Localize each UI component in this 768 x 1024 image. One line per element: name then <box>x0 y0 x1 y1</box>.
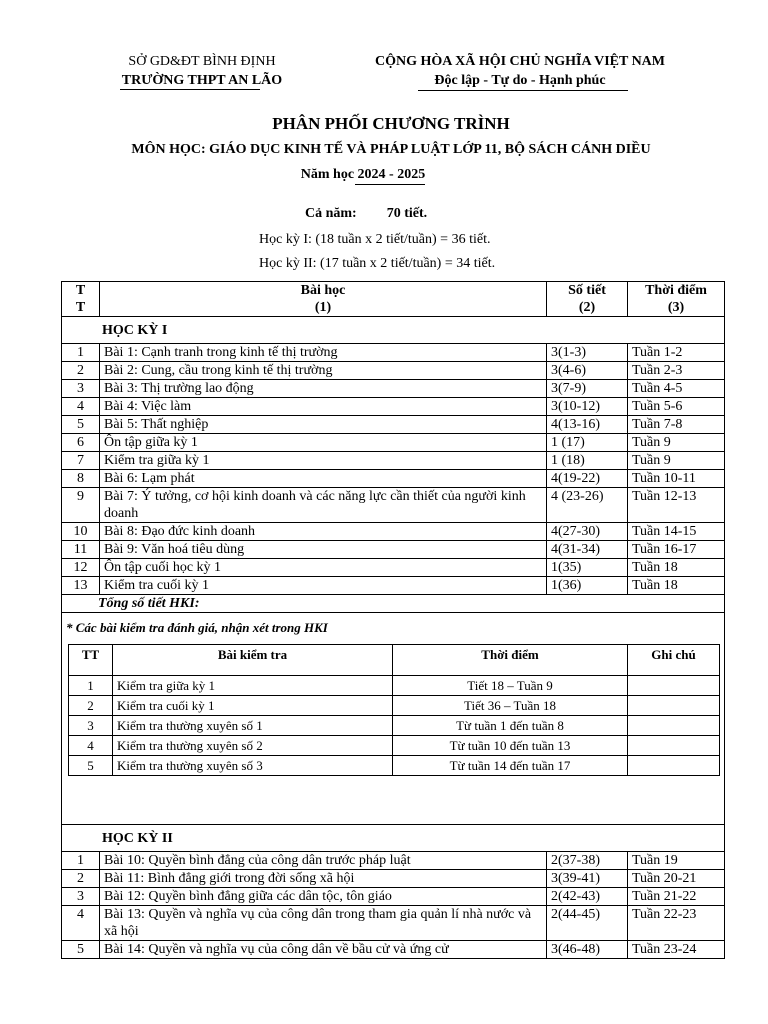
lesson-periods: 4(19-22) <box>547 470 628 488</box>
table-row <box>62 541 725 559</box>
lesson-periods: 3(7-9) <box>547 380 628 398</box>
assessment-row-item <box>69 696 720 716</box>
table-row <box>62 416 725 434</box>
motto-underline <box>418 90 628 91</box>
lesson-periods: 3(39-41) <box>547 870 628 888</box>
lesson-periods: 2(42-43) <box>547 888 628 906</box>
semester-1-total-row <box>62 595 725 613</box>
assessment-note-cell <box>628 676 720 696</box>
lesson-week: Tuần 23-24 <box>628 941 725 959</box>
assessment-table <box>68 644 720 776</box>
assessment-row <box>62 613 725 825</box>
lesson-week: Tuần 1-2 <box>628 344 725 362</box>
lesson-periods: 1(35) <box>547 559 628 577</box>
assessment-note-cell <box>628 736 720 756</box>
lesson-periods: 1 (18) <box>547 452 628 470</box>
document-title: PHÂN PHỐI CHƯƠNG TRÌNH <box>272 114 510 133</box>
assessment-name: Kiểm tra giữa kỳ 1 <box>113 676 393 696</box>
row-number: 11 <box>62 541 100 559</box>
table-row <box>62 870 725 888</box>
assessment-row-item <box>69 716 720 736</box>
lesson-week: Tuần 2-3 <box>628 362 725 380</box>
lesson-week: Tuần 14-15 <box>628 523 725 541</box>
year-summary <box>305 206 427 222</box>
assessment-header-name: Bài kiểm tra <box>113 645 393 676</box>
assessment-header-note: Ghi chú <box>628 645 720 676</box>
assessment-note-cell <box>628 716 720 736</box>
header-lesson: Bài học (1) <box>100 282 547 317</box>
year-summary-label: Cả năm: <box>305 206 357 221</box>
lesson-name: Bài 1: Cạnh tranh trong kinh tế thị trường <box>100 344 547 362</box>
row-number: 2 <box>62 362 100 380</box>
assessment-section <box>62 613 725 825</box>
assessment-time: Từ tuần 10 đến tuần 13 <box>393 736 628 756</box>
lesson-week: Tuần 9 <box>628 434 725 452</box>
curriculum-table <box>61 281 725 959</box>
lesson-week: Tuần 5-6 <box>628 398 725 416</box>
assessment-name: Kiểm tra thường xuyên số 3 <box>113 756 393 776</box>
assessment-number: 1 <box>69 676 113 696</box>
row-number: 4 <box>62 398 100 416</box>
row-number: 5 <box>62 941 100 959</box>
row-number: 5 <box>62 416 100 434</box>
lesson-periods: 3(10-12) <box>547 398 628 416</box>
school-header <box>92 52 312 90</box>
lesson-name: Bài 5: Thất nghiệp <box>100 416 547 434</box>
lesson-name: Bài 10: Quyền bình đẳng của công dân trước pháp luật <box>100 852 547 870</box>
table-header-row <box>62 282 725 317</box>
table-row <box>62 852 725 870</box>
table-row <box>62 362 725 380</box>
assessment-row-item <box>69 676 720 696</box>
assessment-name: Kiểm tra thường xuyên số 1 <box>113 716 393 736</box>
lesson-week: Tuần 9 <box>628 452 725 470</box>
assessment-number: 2 <box>69 696 113 716</box>
assessment-time: Từ tuần 14 đến tuần 17 <box>393 756 628 776</box>
department-name: SỞ GD&ĐT BÌNH ĐỊNH <box>128 54 276 69</box>
table-row <box>62 906 725 941</box>
row-number: 1 <box>62 852 100 870</box>
national-title: CỘNG HÒA XÃ HỘI CHỦ NGHĨA VIỆT NAM <box>374 54 665 69</box>
row-number: 13 <box>62 577 100 595</box>
lesson-periods: 2(44-45) <box>547 906 628 941</box>
lesson-week: Tuần 4-5 <box>628 380 725 398</box>
lesson-week: Tuần 20-21 <box>628 870 725 888</box>
lesson-name: Bài 14: Quyền và nghĩa vụ của công dân về bầu cử và ứng cử <box>100 941 547 959</box>
table-row <box>62 470 725 488</box>
table-row <box>62 344 725 362</box>
header-time: Thời điểm (3) <box>628 282 725 317</box>
row-number: 7 <box>62 452 100 470</box>
row-number: 9 <box>62 488 100 523</box>
table-row <box>62 452 725 470</box>
table-row <box>62 941 725 959</box>
assessment-number: 3 <box>69 716 113 736</box>
assessment-header-time: Thời điểm <box>393 645 628 676</box>
row-number: 4 <box>62 906 100 941</box>
lesson-periods: 3(1-3) <box>547 344 628 362</box>
lesson-periods: 4(31-34) <box>547 541 628 559</box>
lesson-name: Bài 13: Quyền và nghĩa vụ của công dân trong tham gia quản lí nhà nước và xã hội <box>100 906 547 941</box>
assessment-row-item <box>69 756 720 776</box>
lesson-name: Bài 12: Quyền bình đẳng giữa các dân tộc, tôn giáo <box>100 888 547 906</box>
assessment-time: Từ tuần 1 đến tuần 8 <box>393 716 628 736</box>
table-row <box>62 488 725 523</box>
table-row <box>62 434 725 452</box>
assessment-time: Tiết 36 – Tuần 18 <box>393 696 628 716</box>
table-row <box>62 577 725 595</box>
lesson-week: Tuần 19 <box>628 852 725 870</box>
national-header <box>330 52 710 90</box>
lesson-week: Tuần 22-23 <box>628 906 725 941</box>
lesson-periods: 3(4-6) <box>547 362 628 380</box>
row-number: 6 <box>62 434 100 452</box>
lesson-periods: 1 (17) <box>547 434 628 452</box>
lesson-name: Bài 2: Cung, cầu trong kinh tế thị trường <box>100 362 547 380</box>
header-tt: T T <box>62 282 100 317</box>
row-number: 3 <box>62 380 100 398</box>
row-number: 1 <box>62 344 100 362</box>
header-periods: Số tiết (2) <box>547 282 628 317</box>
lesson-periods: 2(37-38) <box>547 852 628 870</box>
lesson-week: Tuần 10-11 <box>628 470 725 488</box>
lesson-week: Tuần 18 <box>628 559 725 577</box>
row-number: 8 <box>62 470 100 488</box>
year-summary-value: 70 tiết. <box>386 206 428 221</box>
school-name: TRƯỜNG THPT AN LÃO <box>121 73 283 88</box>
table-row <box>62 888 725 906</box>
row-number: 3 <box>62 888 100 906</box>
semester-2-summary: Học kỳ II: (17 tuần x 2 tiết/tuần) = 34 tiết. <box>259 256 496 271</box>
row-number: 12 <box>62 559 100 577</box>
assessment-note-cell <box>628 756 720 776</box>
assessment-time: Tiết 18 – Tuần 9 <box>393 676 628 696</box>
lesson-name: Bài 11: Bình đẳng giới trong đời sống xã hội <box>100 870 547 888</box>
national-motto: Độc lập - Tự do - Hạnh phúc <box>434 73 606 88</box>
lesson-name: Ôn tập cuối học kỳ 1 <box>100 559 547 577</box>
school-underline <box>120 89 260 90</box>
lesson-name: Kiểm tra giữa kỳ 1 <box>100 452 547 470</box>
lesson-periods: 3(46-48) <box>547 941 628 959</box>
lesson-week: Tuần 18 <box>628 577 725 595</box>
table-row <box>62 523 725 541</box>
lesson-name: Bài 4: Việc làm <box>100 398 547 416</box>
document-subtitle: MÔN HỌC: GIÁO DỤC KINH TẾ VÀ PHÁP LUẬT LỚP 11, BỘ SÁCH CÁNH DIỀU <box>131 142 651 157</box>
assessment-row-item <box>69 736 720 756</box>
table-row <box>62 380 725 398</box>
assessment-spacer <box>66 776 720 816</box>
lesson-week: Tuần 16-17 <box>628 541 725 559</box>
lesson-periods: 4(13-16) <box>547 416 628 434</box>
assessment-note-cell <box>628 696 720 716</box>
assessment-note: * Các bài kiểm tra đánh giá, nhận xét trong HKI <box>66 620 328 635</box>
semester-1-heading: HỌC KỲ I <box>62 317 725 344</box>
lesson-name: Bài 8: Đạo đức kinh doanh <box>100 523 547 541</box>
lesson-name: Kiểm tra cuối kỳ 1 <box>100 577 547 595</box>
lesson-week: Tuần 7-8 <box>628 416 725 434</box>
lesson-periods: 4(27-30) <box>547 523 628 541</box>
year-underline <box>355 184 425 185</box>
lesson-name: Bài 6: Lạm phát <box>100 470 547 488</box>
row-number: 10 <box>62 523 100 541</box>
assessment-name: Kiểm tra cuối kỳ 1 <box>113 696 393 716</box>
assessment-header-tt: TT <box>69 645 113 676</box>
semester-1-heading-row <box>62 317 725 344</box>
assessment-name: Kiểm tra thường xuyên số 2 <box>113 736 393 756</box>
table-row <box>62 398 725 416</box>
lesson-name: Ôn tập giữa kỳ 1 <box>100 434 547 452</box>
table-row <box>62 559 725 577</box>
semester-2-heading: HỌC KỲ II <box>62 825 725 852</box>
lesson-name: Bài 3: Thị trường lao động <box>100 380 547 398</box>
assessment-number: 4 <box>69 736 113 756</box>
lesson-week: Tuần 21-22 <box>628 888 725 906</box>
assessment-header-row <box>69 645 720 676</box>
assessment-number: 5 <box>69 756 113 776</box>
semester-2-heading-row <box>62 825 725 852</box>
lesson-periods: 1(36) <box>547 577 628 595</box>
lesson-periods: 4 (23-26) <box>547 488 628 523</box>
lesson-week: Tuần 12-13 <box>628 488 725 523</box>
lesson-name: Bài 9: Văn hoá tiêu dùng <box>100 541 547 559</box>
school-year: Năm học 2024 - 2025 <box>300 167 426 182</box>
semester-1-summary: Học kỳ I: (18 tuần x 2 tiết/tuần) = 36 tiết. <box>259 232 491 247</box>
row-number: 2 <box>62 870 100 888</box>
semester-1-total: Tổng số tiết HKI: <box>62 595 725 613</box>
lesson-name: Bài 7: Ý tưởng, cơ hội kinh doanh và các năng lực cần thiết của người kinh doanh <box>100 488 547 523</box>
